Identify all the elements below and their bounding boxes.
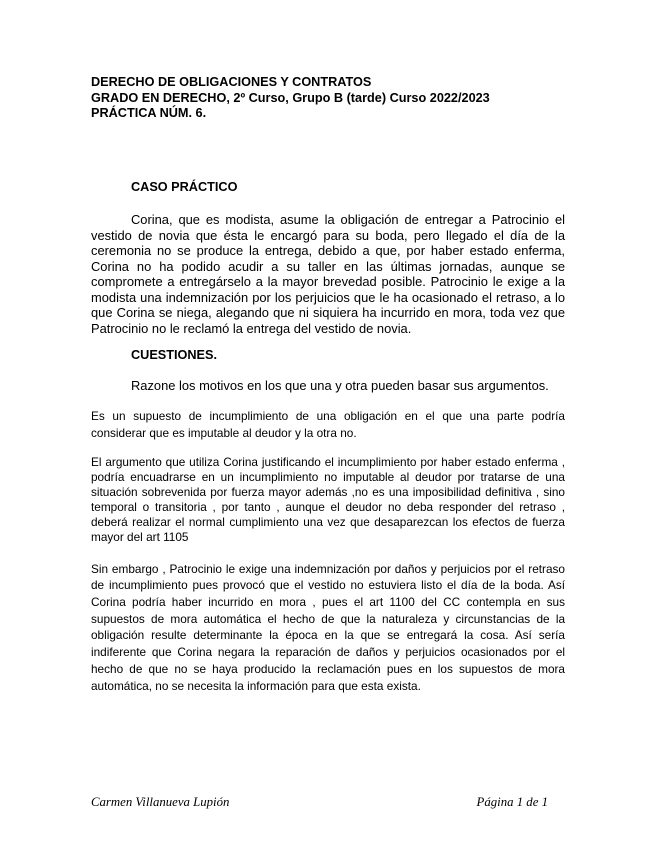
- course-title: DERECHO DE OBLIGACIONES Y CONTRATOS: [91, 75, 372, 89]
- answer-line: Corina podría haber incurrido en mora , pues el art 1100 del CC contempla en sus: [91, 595, 565, 609]
- answer-line: hecho de que no se haya producido la reclamación pues en los supuestos de mora: [91, 661, 565, 676]
- answer-line: indiferente que Corina negara la reparación de daños y perjuicios ocasionados por el: [91, 645, 565, 660]
- questions-heading: CUESTIONES.: [131, 348, 218, 362]
- case-line: Corina, que es modista, asume la obligación de entregar a Patrocinio el: [131, 212, 565, 227]
- case-heading: CASO PRÁCTICO: [131, 180, 238, 194]
- case-paragraph: [91, 212, 565, 337]
- answer-line: de incumplimiento pues provocó que el vestido no estuviera listo el día de la boda. Así: [91, 578, 565, 593]
- answer-line: podría encuadrarse en un incumplimiento no imputable al deudor por tratarse de una: [91, 469, 565, 484]
- answer-line: supuestos de mora automática el hecho de que la naturaleza y circunstancias de la: [91, 611, 565, 626]
- case-line: compromete a entregárselo a la mayor brevedad posible. Patrocinio le exige a la: [91, 274, 565, 290]
- question-prompt: Razone los motivos en los que una y otra pueden basar sus argumentos.: [131, 378, 549, 393]
- answer-paragraph: [91, 408, 565, 442]
- answer-line: obligación resulte determinante la época en la que se entregará la cosa. Así sería: [91, 628, 565, 643]
- case-line: vestido de novia que ésta le encargó para su boda, pero llegado el día de la: [91, 227, 565, 243]
- case-line: modista una indemnización por los perjuicios que le ha ocasionado el retraso, a lo: [91, 289, 565, 305]
- answer-line: deberá realizar el normal cumplimiento una vez que desaparezcan los efectos de fuerza: [91, 514, 565, 529]
- course-details: GRADO EN DERECHO, 2º Curso, Grupo B (tarde) Curso 2022/2023: [91, 90, 490, 105]
- answer-paragraph: [91, 561, 565, 695]
- document-header: [91, 75, 565, 122]
- answer-line: Es un supuesto de incumplimiento de una obligación en el que una parte podría: [91, 408, 565, 423]
- footer-page-number: Página 1 de 1: [476, 795, 548, 809]
- answer-line: automática, no se necesita la información para que esta exista.: [91, 678, 421, 693]
- case-line: que Corina se niega, alegando que ni siquiera ha incurrido en mora, toda vez que: [91, 305, 565, 321]
- answer-line: Sin embargo , Patrocinio le exige una indemnización por daños y perjuicios por el retraso: [91, 561, 565, 576]
- answer-line: El argumento que utiliza Corina justificando el incumplimiento por haber estado enferma ,: [91, 454, 565, 469]
- answer-line: situación sobrevenida por fuerza mayor además ,no es una imposibilidad definitiva , sino: [91, 484, 565, 499]
- footer-author: Carmen Villanueva Lupión: [91, 795, 230, 809]
- answer-paragraph: [91, 455, 565, 545]
- case-line: ceremonia no se produce la entrega, debido a que, por haber estado enferma,: [91, 243, 565, 259]
- answer-line: mayor del art 1105: [91, 529, 189, 544]
- answer-line: temporal o transitoria , por tanto , aunque el deudor no deba responder del retraso ,: [91, 499, 565, 514]
- answer-line: considerar que es imputable al deudor y la otra no.: [91, 425, 357, 440]
- page-footer: [91, 794, 548, 810]
- case-line: Patrocinio no le reclamó la entrega del vestido de novia.: [91, 320, 412, 336]
- practice-number: PRÁCTICA NÚM. 6.: [91, 106, 207, 120]
- case-line: Corina no ha podido acudir a su taller en las últimas jornadas, aunque se: [91, 258, 565, 274]
